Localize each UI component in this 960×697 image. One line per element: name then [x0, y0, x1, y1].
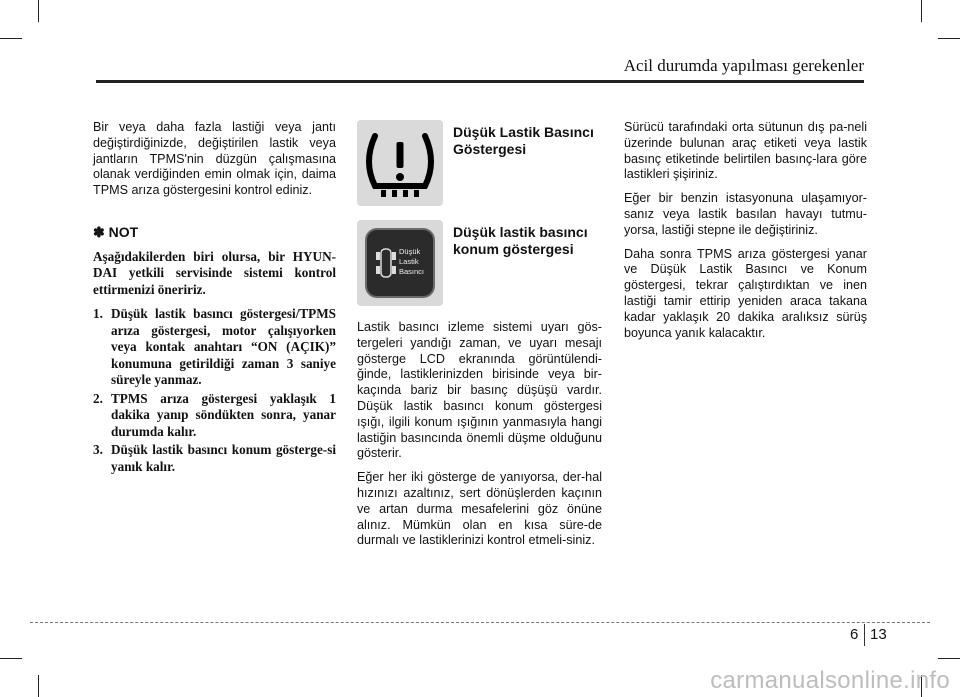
- column-1: [93, 120, 336, 477]
- list-text: TPMS arıza göstergesi yaklaşık 1 dakika yanıp söndükten sonra, yanar durumda kalır.: [111, 390, 336, 439]
- note-heading: ✽ NOT: [93, 223, 139, 240]
- paragraph: Sürücü tarafındaki orta sütunun dış pa-neli üzerinde bulunan araç etiketi veya lastik basınç etiketinde belirtilen basınç-lara göre lastikleri şişiriniz.: [624, 120, 867, 182]
- crop-mark: [938, 658, 960, 659]
- position-indicator-row: [357, 220, 602, 306]
- footer-rule: [30, 622, 930, 623]
- list-item: [93, 391, 336, 441]
- tire-pressure-warning-icon: [357, 120, 443, 206]
- lcd-line: Düşük: [399, 247, 421, 256]
- paragraph: Lastik basıncı izleme sistemi uyarı gös-tergeleri yandığı zaman, ve uyarı mesajı gösterge LCD ekranında görüntülendi-ğinde, lastiklerinizden birisinde veya bir-kaçında bariz bir basınç düşüşü vardır. Düşük lastik basıncı konum göstergesi ışığı, ilgili konum ışığının yanmasıyla hangi lastiğin basıncında önemli düşme olduğunu gösterir.: [357, 320, 602, 461]
- list-text: Düşük lastik basıncı konum gösterge-si yanık kalır.: [111, 442, 336, 474]
- page-separator: [864, 624, 865, 646]
- position-indicator-image: [357, 220, 443, 306]
- intro-paragraph: Bir veya daha fazla lastiği veya jantı değiştirdiğinizde, değiştirilen lastik veya jantların TPMS'nin düzgün çalışmasına olanak verdiğinden emin olmak için, daima TPMS arıza göstergesini kontrol ediniz.: [93, 120, 336, 198]
- lcd-line: Basıncı: [399, 267, 425, 276]
- list-item: [93, 306, 336, 389]
- tpms-indicator-label: Düşük Lastik Basıncı Göstergesi: [453, 124, 594, 157]
- watermark: carmanualsonline.info: [710, 667, 950, 694]
- paragraph: Eğer her iki gösterge de yanıyorsa, der-hal hızınızı azaltınız, sert dönüşlerden kaçının ve artan durma mesafelerini göz önüne alınız. Mümkün olan en kısa süre-de durmalı ve lastiklerinizi kontrol etmeli-siniz.: [357, 470, 602, 548]
- list-item: [93, 442, 336, 475]
- column-3: [624, 120, 867, 349]
- crop-mark: [38, 675, 39, 697]
- section-title: Acil durumda yapılması gerekenler: [623, 56, 864, 75]
- position-indicator-label: Düşük lastik basıncı konum göstergesi: [453, 224, 588, 257]
- note-list: [93, 306, 336, 475]
- chapter-number: 6: [850, 626, 859, 643]
- tpms-indicator-row: [357, 120, 602, 206]
- crop-mark: [0, 658, 22, 659]
- lcd-text: [399, 247, 424, 277]
- list-number: 1.: [93, 306, 103, 322]
- list-number: 3.: [93, 442, 103, 458]
- paragraph: Eğer bir benzin istasyonuna ulaşamıyor-sanız veya lastik basılan havayı tutmu-yorsa, lastiği stepne ile değiştiriniz.: [624, 191, 867, 237]
- column-2: [357, 120, 602, 557]
- crop-mark: [938, 38, 960, 39]
- page-number: 13: [870, 626, 887, 643]
- lcd-line: Lastik: [399, 257, 419, 266]
- note-text: Aşağıdakilerden biri olursa, bir HYUN-DAI yetkili servisinde sistemi kontrol ettirmenizi öneririz.: [93, 248, 336, 297]
- header-rule: [96, 80, 864, 83]
- tire-position-indicator-icon: [375, 246, 397, 280]
- list-number: 2.: [93, 390, 103, 406]
- crop-mark: [0, 38, 22, 39]
- tpms-indicator-image: [357, 120, 443, 206]
- crop-mark: [38, 0, 39, 22]
- lcd-panel: [365, 228, 435, 298]
- list-text: Düşük lastik basıncı göstergesi/TPMS arıza göstergesi, motor çalışıyorken veya kontak anahtarı “ON (AÇIK)” konumuna getirildiği zaman 3 saniye süreyle yanmaz.: [111, 306, 336, 388]
- crop-mark: [921, 0, 922, 22]
- paragraph: Daha sonra TPMS arıza göstergesi yanar ve Düşük Lastik Basıncı ve Konum göstergesi, tekrar çalıştırdıktan ve inen lastiği tamir ettirip yeniden araca takana kadar yaklaşık 20 dakika aralıksız sürüş boyunca yanık kalacaktır.: [624, 246, 867, 340]
